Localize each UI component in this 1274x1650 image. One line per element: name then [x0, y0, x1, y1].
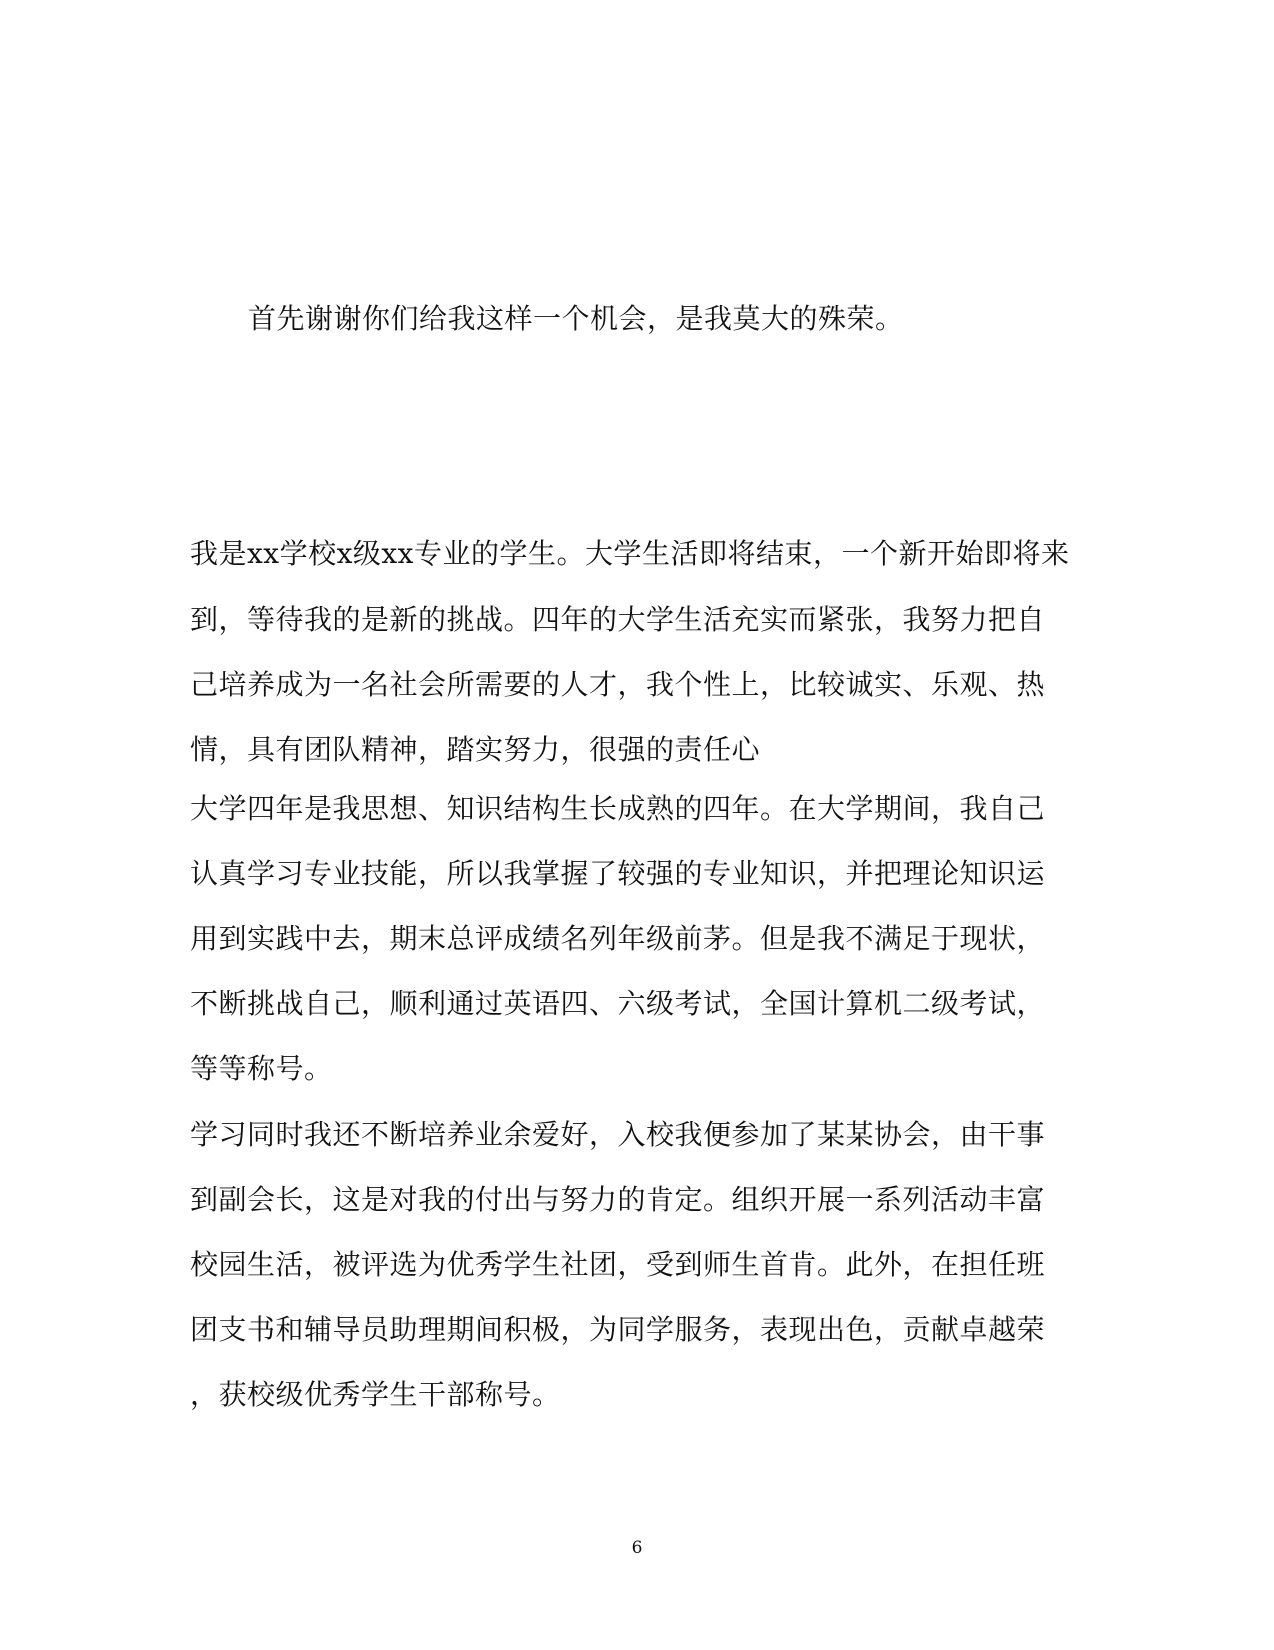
paragraph-line: ，获校级优秀学生干部称号。: [190, 1378, 561, 1411]
paragraph-line: 等等称号。: [190, 1052, 333, 1085]
paragraph-line: 不断挑战自己，顺利通过英语四、六级考试，全国计算机二级考试，: [190, 987, 1046, 1020]
paragraph-line: 认真学习专业技能，所以我掌握了较强的专业知识，并把理论知识运: [190, 857, 1046, 890]
paragraph-line: 到，等待我的是新的挑战。四年的大学生活充实而紧张，我努力把自: [190, 603, 1046, 636]
paragraph-line: 大学四年是我思想、知识结构生长成熟的四年。在大学期间，我自己: [190, 792, 1046, 825]
paragraph-line: 情，具有团队精神，踏实努力，很强的责任心: [190, 733, 761, 766]
paragraph-line: 校园生活，被评选为优秀学生社团，受到师生首肯。此外，在担任班: [190, 1248, 1046, 1281]
paragraph-line: 用到实践中去，期末总评成绩名列年级前茅。但是我不满足于现状，: [190, 922, 1046, 955]
paragraph-line: 到副会长，这是对我的付出与努力的肯定。组织开展一系列活动丰富: [190, 1183, 1046, 1216]
paragraph-line: 学习同时我还不断培养业余爱好，入校我便参加了某某协会，由干事: [190, 1118, 1046, 1151]
paragraph-line: 我是xx学校x级xx专业的学生。大学生活即将结束，一个新开始即将来: [190, 537, 1070, 570]
paragraph-line: 己培养成为一名社会所需要的人才，我个性上，比较诚实、乐观、热: [190, 668, 1046, 701]
intro-line: 首先谢谢你们给我这样一个机会，是我莫大的殊荣。: [248, 302, 904, 335]
paragraph-line: 团支书和辅导员助理期间积极，为同学服务，表现出色，贡献卓越荣: [190, 1313, 1046, 1346]
page-number: 6: [631, 1538, 643, 1558]
